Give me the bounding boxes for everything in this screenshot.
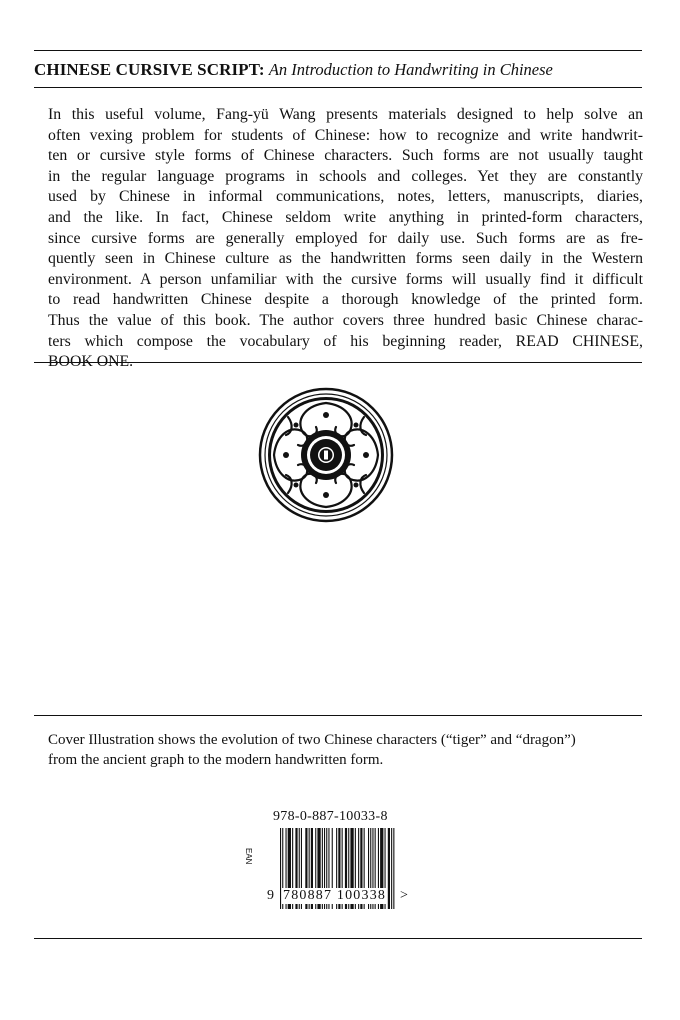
book-title <box>34 60 654 80</box>
paragraph-line: BOOK ONE. <box>48 353 134 371</box>
barcode-first-digit: 9 <box>267 888 274 903</box>
paragraph-line: Thus the value of this book. The author covers three hundred basic Chinese charac- <box>48 311 643 329</box>
note-line: Cover Illustration shows the evolution of two Chinese characters (“tiger” and “dragon”) <box>48 732 576 748</box>
paragraph-line: In this useful volume, Fang-yü Wang presents materials designed to help solve an <box>48 106 643 123</box>
paragraph-line: ters which compose the vocabulary of his beginning reader, READ CHINESE, <box>48 332 643 350</box>
paragraph-line: used by Chinese in informal communications, notes, letters, manuscripts, diaries, <box>48 188 643 206</box>
paragraph-line: since cursive forms are generally employed for daily use. Such forms are as fre- <box>48 229 643 247</box>
lower-rule <box>34 715 642 716</box>
paragraph-line: environment. A person unfamiliar with the cursive forms will usually find it difficult <box>48 270 643 288</box>
paragraph-line: and the like. In fact, Chinese seldom write anything in printed-form characters, <box>48 208 643 226</box>
title-rule <box>34 87 642 88</box>
paragraph-line: ten or cursive style forms of Chinese characters. Such forms are not usually taught <box>48 147 643 165</box>
description-paragraph <box>48 105 643 373</box>
barcode-digits: 780887 100338 <box>283 888 387 903</box>
paragraph-line: often vexing problem for students of Chinese: how to recognize and write handwrit- <box>48 126 643 144</box>
cover-illustration-note <box>48 730 628 770</box>
barcode-arrow: > <box>400 888 408 903</box>
bottom-rule <box>34 938 642 939</box>
title-main: CHINESE CURSIVE SCRIPT: <box>34 60 265 79</box>
paragraph-line: quently seen in Chinese culture as the handwritten forms seen daily in the Western <box>48 250 643 268</box>
section-rule <box>34 362 642 363</box>
ornamental-roundel-icon <box>258 387 394 523</box>
isbn-number: 978-0-887-10033-8 <box>273 809 388 824</box>
paragraph-line: to read handwritten Chinese despite a thorough knowledge of the printed form. <box>48 291 643 309</box>
note-line: from the ancient graph to the modern handwritten form. <box>48 752 384 768</box>
paragraph-line: in the regular language programs in schools and colleges. Yet they are constantly <box>48 167 643 185</box>
top-rule <box>34 50 642 51</box>
title-subtitle: An Introduction to Handwriting in Chinese <box>268 60 553 79</box>
ean-label: EAN <box>244 848 253 865</box>
